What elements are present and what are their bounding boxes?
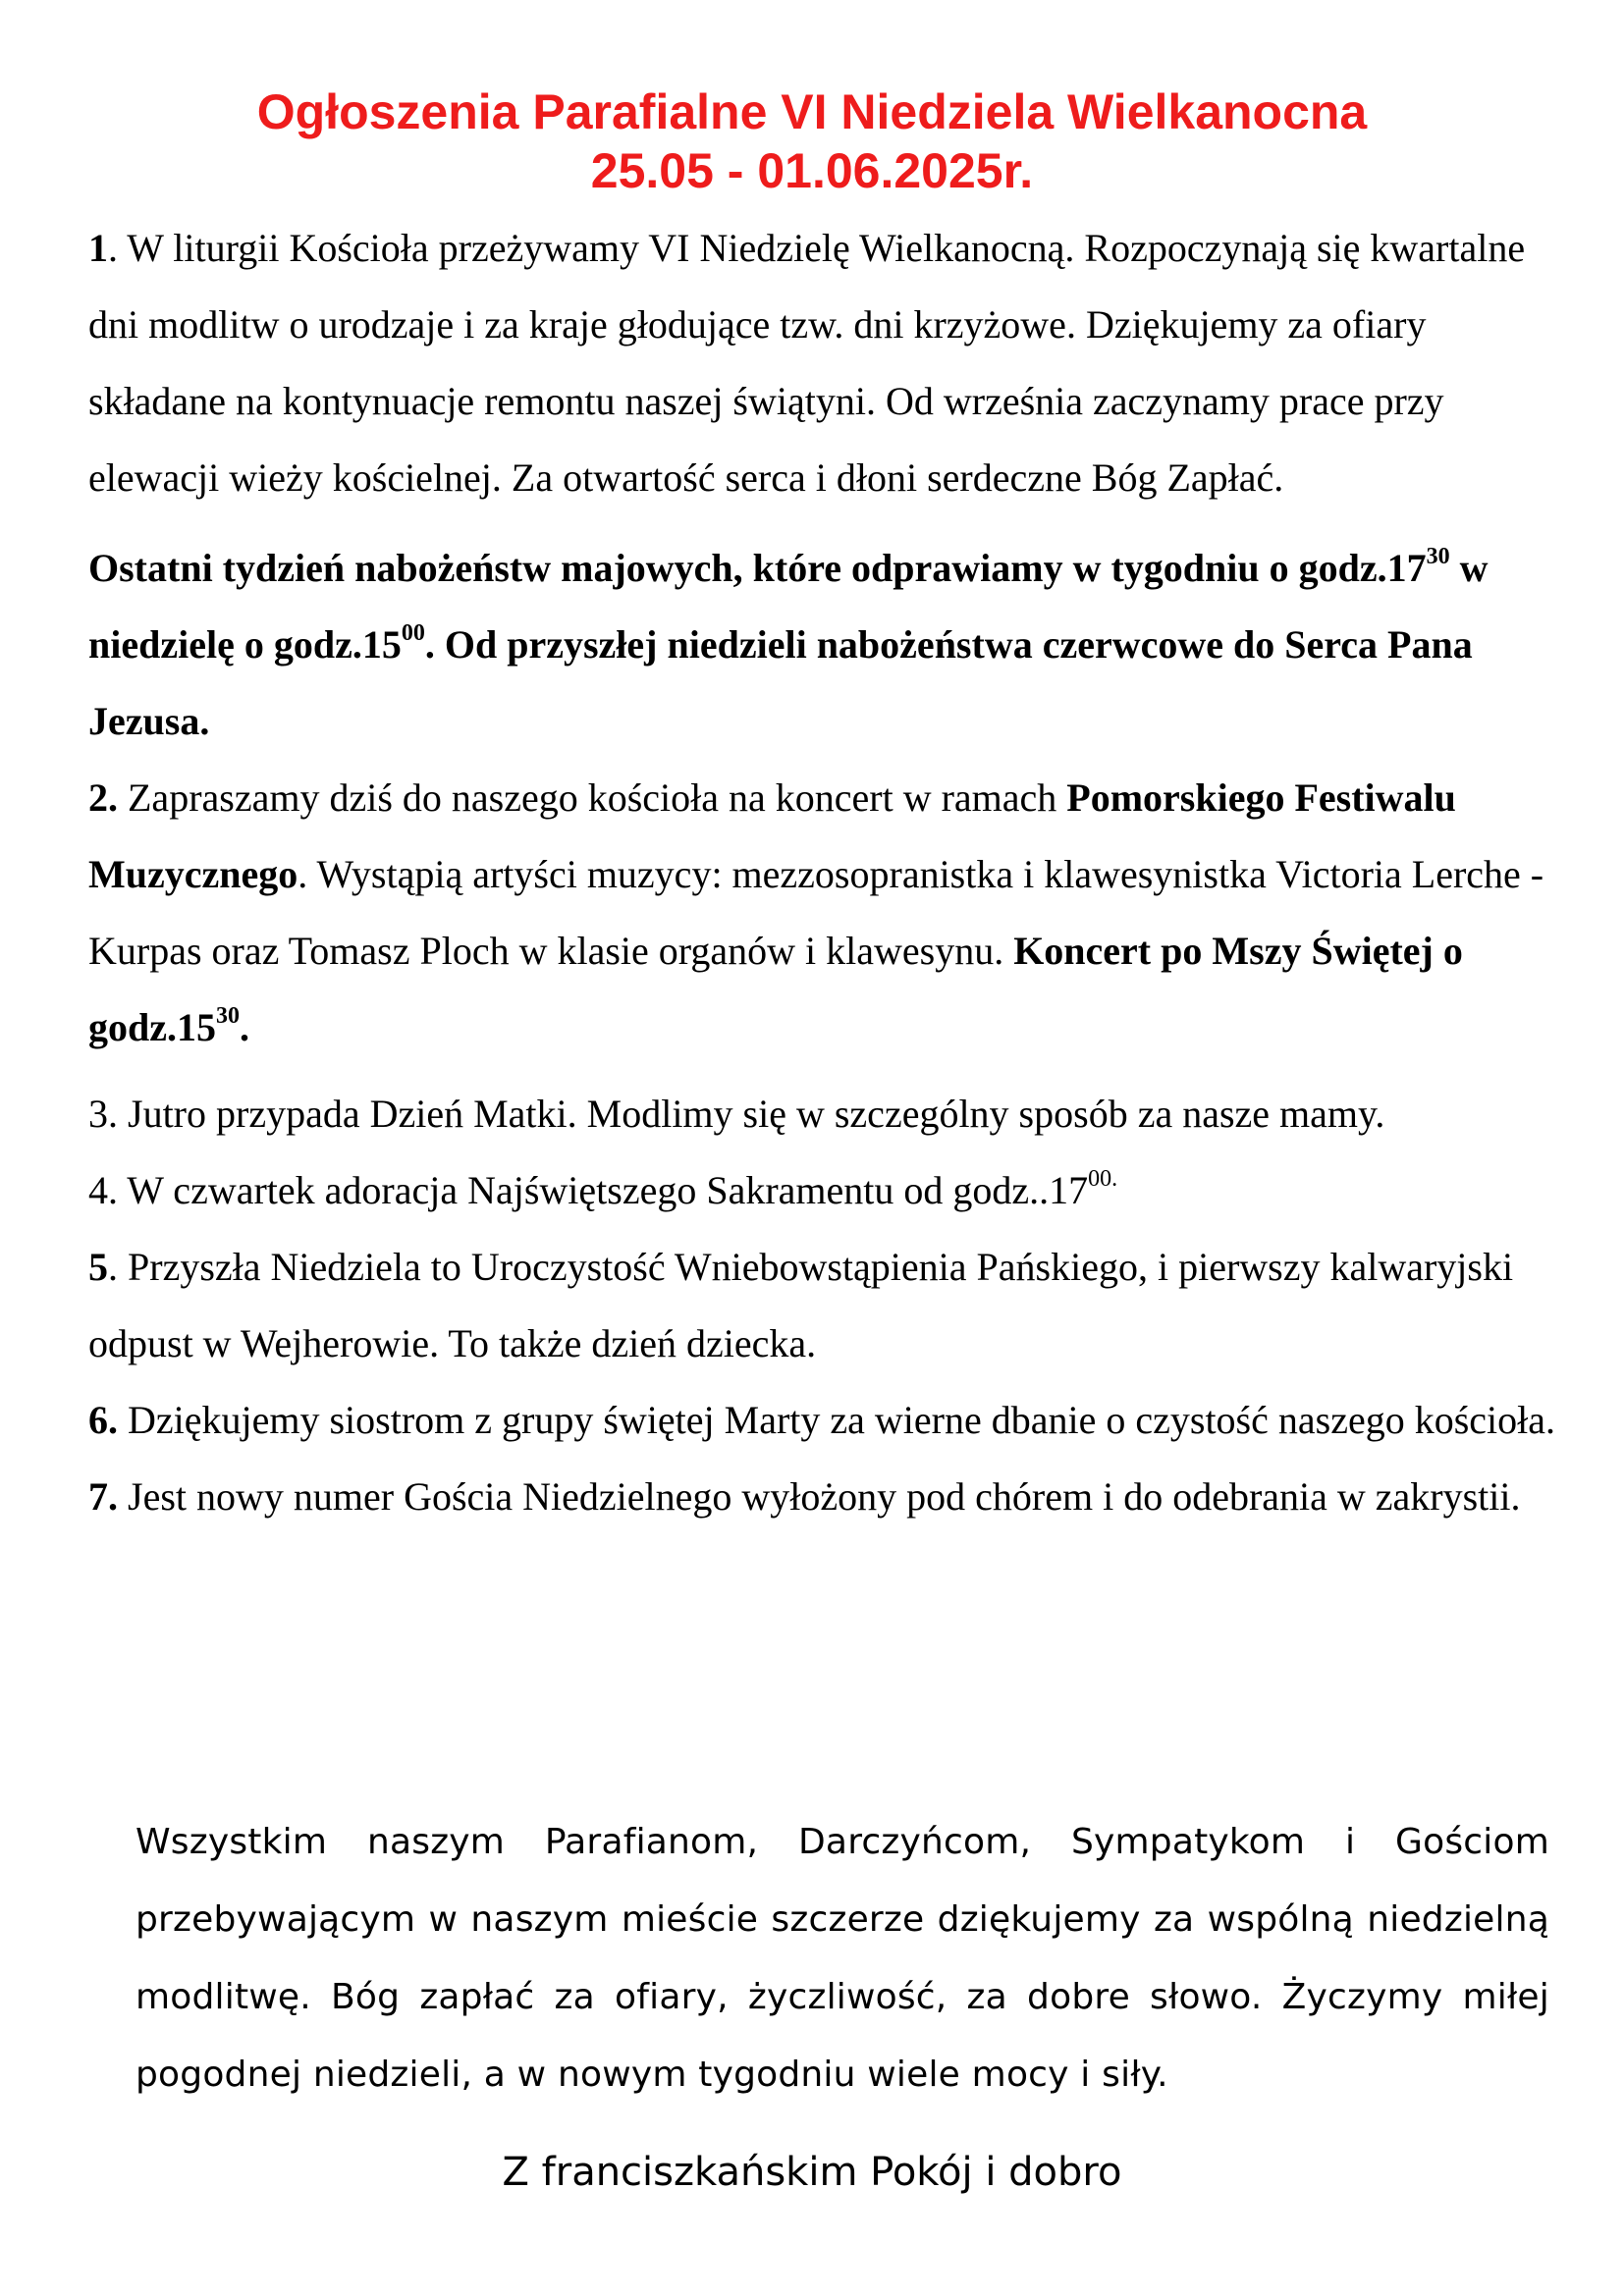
announcement-5 xyxy=(88,1229,1561,1382)
concert-period: . xyxy=(240,1005,249,1049)
announcement-text: . Przyszła Niedziela to Uroczystość Wniebowstąpienia Pańskiego, i pierwszy kalwaryjski odpust w Wejherowie. To także dzień dziecka. xyxy=(88,1245,1514,1365)
announcement-7 xyxy=(88,1459,1561,1535)
announcement-text: . Wystąpią artyści muzycy: mezzosopranistka i klawesynistka Victoria Lerche - Kurpas oraz Tomasz Ploch w klasie organów i klawesynu. xyxy=(88,852,1544,973)
announcement-2 xyxy=(88,760,1561,1066)
may-text-1: Ostatni tydzień nabożeństw majowych, które odprawiamy w tygodniu o godz.17 xyxy=(88,546,1427,590)
announcement-1 xyxy=(88,210,1561,516)
may-text-3: . Od przyszłej niedzieli nabożeństwa czerwcowe do Serca Pana Jezusa. xyxy=(88,622,1473,743)
closing-message: Wszystkim naszym Parafianom, Darczyńcom, Sympatykom i Gościom przebywającym w naszym mieście szczerze dziękujemy za wspólną niedzielną modlitwę. Bóg zapłać za ofiary, życzliwość, za dobre słowo. Życzymy miłej pogodnej niedzieli, a w nowym tygodniu wiele mocy i siły. xyxy=(135,1822,1549,2095)
announcement-text: 3. Jutro przypada Dzień Matki. Modlimy się w szczególny sposób za nasze mamy. xyxy=(88,1092,1385,1136)
time-superscript: 30 xyxy=(216,1003,240,1029)
announcements-body xyxy=(88,210,1561,1535)
announcement-number: 1 xyxy=(88,226,108,270)
announcement-number: 5 xyxy=(88,1245,108,1289)
may-text-2: w niedzielę o godz.15 xyxy=(88,546,1489,667)
announcement-text: Zapraszamy dziś do naszego kościoła na koncert w ramach xyxy=(118,775,1067,820)
announcement-text: Dziękujemy siostrom z grupy świętej Marty za wierne dbanie o czystość naszego kościoła. xyxy=(118,1398,1556,1442)
festival-name: Pomorskiego Festiwalu Muzycznego xyxy=(88,775,1456,896)
page-title: Ogłoszenia Parafialne VI Niedziela Wielkanocna xyxy=(256,84,1368,139)
announcement-text: 4. W czwartek adoracja Najświętszego Sakramentu od godz..17 xyxy=(88,1168,1089,1212)
announcement-number: 2. xyxy=(88,775,118,820)
time-superscript: 00. xyxy=(1088,1166,1118,1192)
concert-time: Koncert po Mszy Świętej o godz.15 xyxy=(88,929,1463,1049)
announcement-number: 6. xyxy=(88,1398,118,1442)
date-range: 25.05 - 01.06.2025r. xyxy=(590,143,1034,198)
announcement-3 xyxy=(88,1076,1561,1152)
signature: Z franciszkańskim Pokój i dobro xyxy=(502,2150,1122,2195)
time-superscript: 30 xyxy=(1426,544,1450,569)
announcement-text: Jest nowy numer Gościa Niedzielnego wyłożony pod chórem i do odebrania w zakrystii. xyxy=(118,1474,1521,1519)
may-devotions-notice xyxy=(88,530,1561,760)
announcement-6 xyxy=(88,1382,1561,1459)
announcement-text: . W liturgii Kościoła przeżywamy VI Niedzielę Wielkanocną. Rozpoczynają się kwartalne dni modlitw o urodzaje i za kraje głodujące tzw. dni krzyżowe. Dziękujemy za ofiary składane na kontynuacje remontu naszej świątyni. Od września zaczynamy prace przy elewacji wieży kościelnej. Za otwartość serca i dłoni serdeczne Bóg Zapłać. xyxy=(88,226,1526,500)
announcement-number: 7. xyxy=(88,1474,118,1519)
time-superscript: 00 xyxy=(401,620,425,646)
announcement-4 xyxy=(88,1152,1561,1229)
